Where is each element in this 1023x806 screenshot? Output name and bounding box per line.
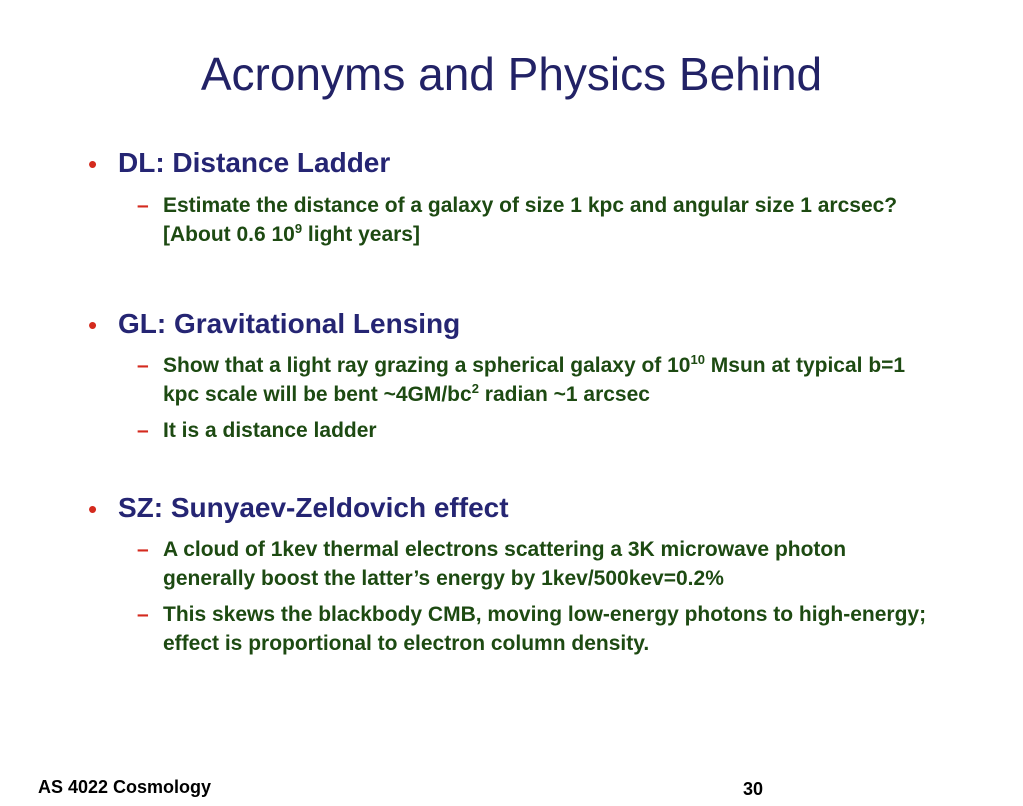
page-number: 30: [743, 779, 764, 799]
bullet-heading: SZ: Sunyaev-Zeldovich effect: [118, 492, 509, 523]
superscript: 2: [471, 381, 479, 396]
sub-bullet-dash: –: [137, 419, 149, 442]
sub-bullet-dash: –: [137, 603, 149, 626]
footer-course: AS 4022 Cosmology: [38, 777, 212, 797]
bullet-section-dl: [0, 145, 1023, 249]
bullet-point: •: [88, 310, 98, 340]
sub-bullet-dash: –: [137, 538, 149, 561]
bullet-heading: DL: Distance Ladder: [118, 147, 391, 178]
bullet-point: •: [88, 149, 98, 179]
sub-bullet-dash: –: [137, 354, 149, 377]
slide-title: Acronyms and Physics Behind: [200, 48, 823, 100]
superscript: 9: [294, 221, 303, 236]
sub-bullet-text: This skews the blackbody CMB, moving low-energy photons to high-energy; effect is proportional to electron column density.: [163, 603, 927, 655]
sub-bullet-dash: –: [137, 194, 149, 217]
sub-bullet-text: A cloud of 1kev thermal electrons scattering a 3K microwave photon generally boost the latter’s energy by 1kev/500kev=0.2%: [163, 538, 847, 590]
superscript: 10: [690, 352, 705, 367]
sub-bullet-text: Show that a light ray grazing a spherical galaxy of $10^{10}$ Msun at typical b=1 kpc scale will be bent $\sim 4GM/bc^2$ radian ~1 arcsec: [163, 352, 906, 406]
sub-bullet-text: Estimate the distance of a galaxy of size 1 kpc and angular size 1 arcsec? [About 0.6 $10^9$ light years]: [163, 194, 898, 246]
bullet-section-sz: [0, 490, 1023, 658]
bullet-point: •: [88, 494, 98, 524]
bullet-section-gl: [0, 306, 1023, 445]
bullet-heading: GL: Gravitational Lensing: [118, 308, 461, 339]
sub-bullet-text: It is a distance ladder: [163, 419, 377, 442]
